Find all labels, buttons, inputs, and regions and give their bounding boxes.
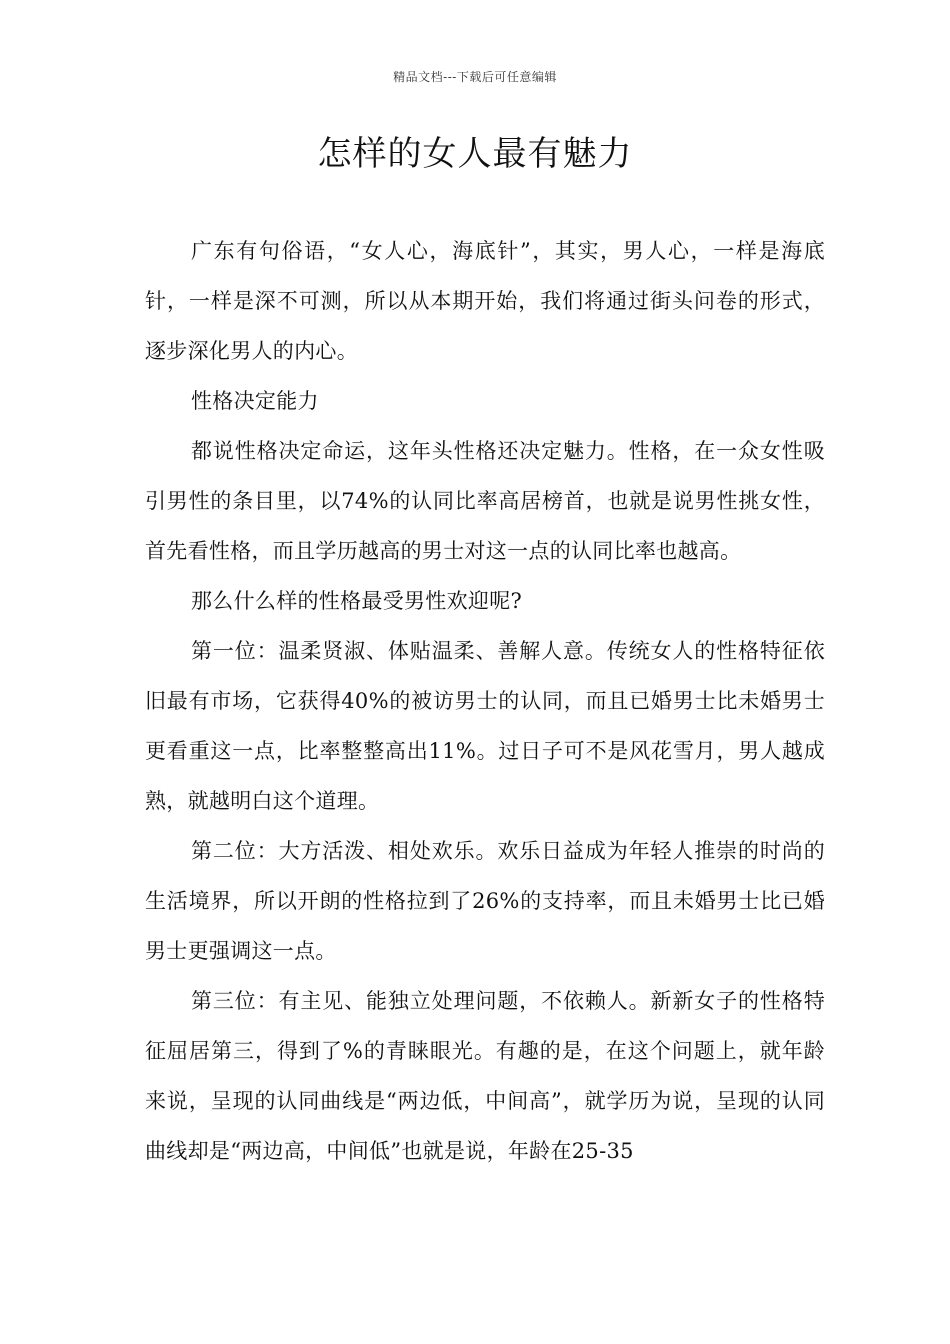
paragraph-personality: 都说性格决定命运，这年头性格还决定魅力。性格，在一众女性吸引男性的条目里，以74%的认同比率高居榜首，也就是说男性挑女性，首先看性格，而且学历越高的男士对这一点的认同比率也越高。	[145, 439, 825, 563]
document-title: 怎样的女人最有魅力	[317, 134, 633, 174]
paragraph-question: 那么什么样的性格最受男性欢迎呢?	[191, 589, 523, 613]
page-header: 精品文档---下载后可任意编辑	[393, 70, 557, 84]
document-body	[145, 226, 825, 1176]
section-heading: 性格决定能力	[191, 389, 319, 413]
paragraph-rank-1: 第一位：温柔贤淑、体贴温柔、善解人意。传统女人的性格特征依旧最有市场，它获得40%的被访男士的认同，而且已婚男士比未婚男士更看重这一点，比率整整高出11%。过日子可不是风花雪月，男人越成熟，就越明白这个道理。	[145, 639, 825, 813]
paragraph-rank-3: 第三位：有主见、能独立处理问题，不依赖人。新新女子的性格特征屈居第三，得到了%的青睐眼光。有趣的是，在这个问题上，就年龄来说，呈现的认同曲线是“两边低，中间高”，就学历为说，呈现的认同曲线却是“两边高，中间低”也就是说，年龄在25-35	[145, 989, 825, 1163]
paragraph-intro: 广东有句俗语，“女人心，海底针”，其实，男人心，一样是海底针，一样是深不可测，所以从本期开始，我们将通过街头问卷的形式，逐步深化男人的内心。	[145, 239, 825, 363]
paragraph-rank-2: 第二位：大方活泼、相处欢乐。欢乐日益成为年轻人推崇的时尚的生活境界，所以开朗的性格拉到了26%的支持率，而且未婚男士比已婚男士更强调这一点。	[145, 839, 825, 963]
